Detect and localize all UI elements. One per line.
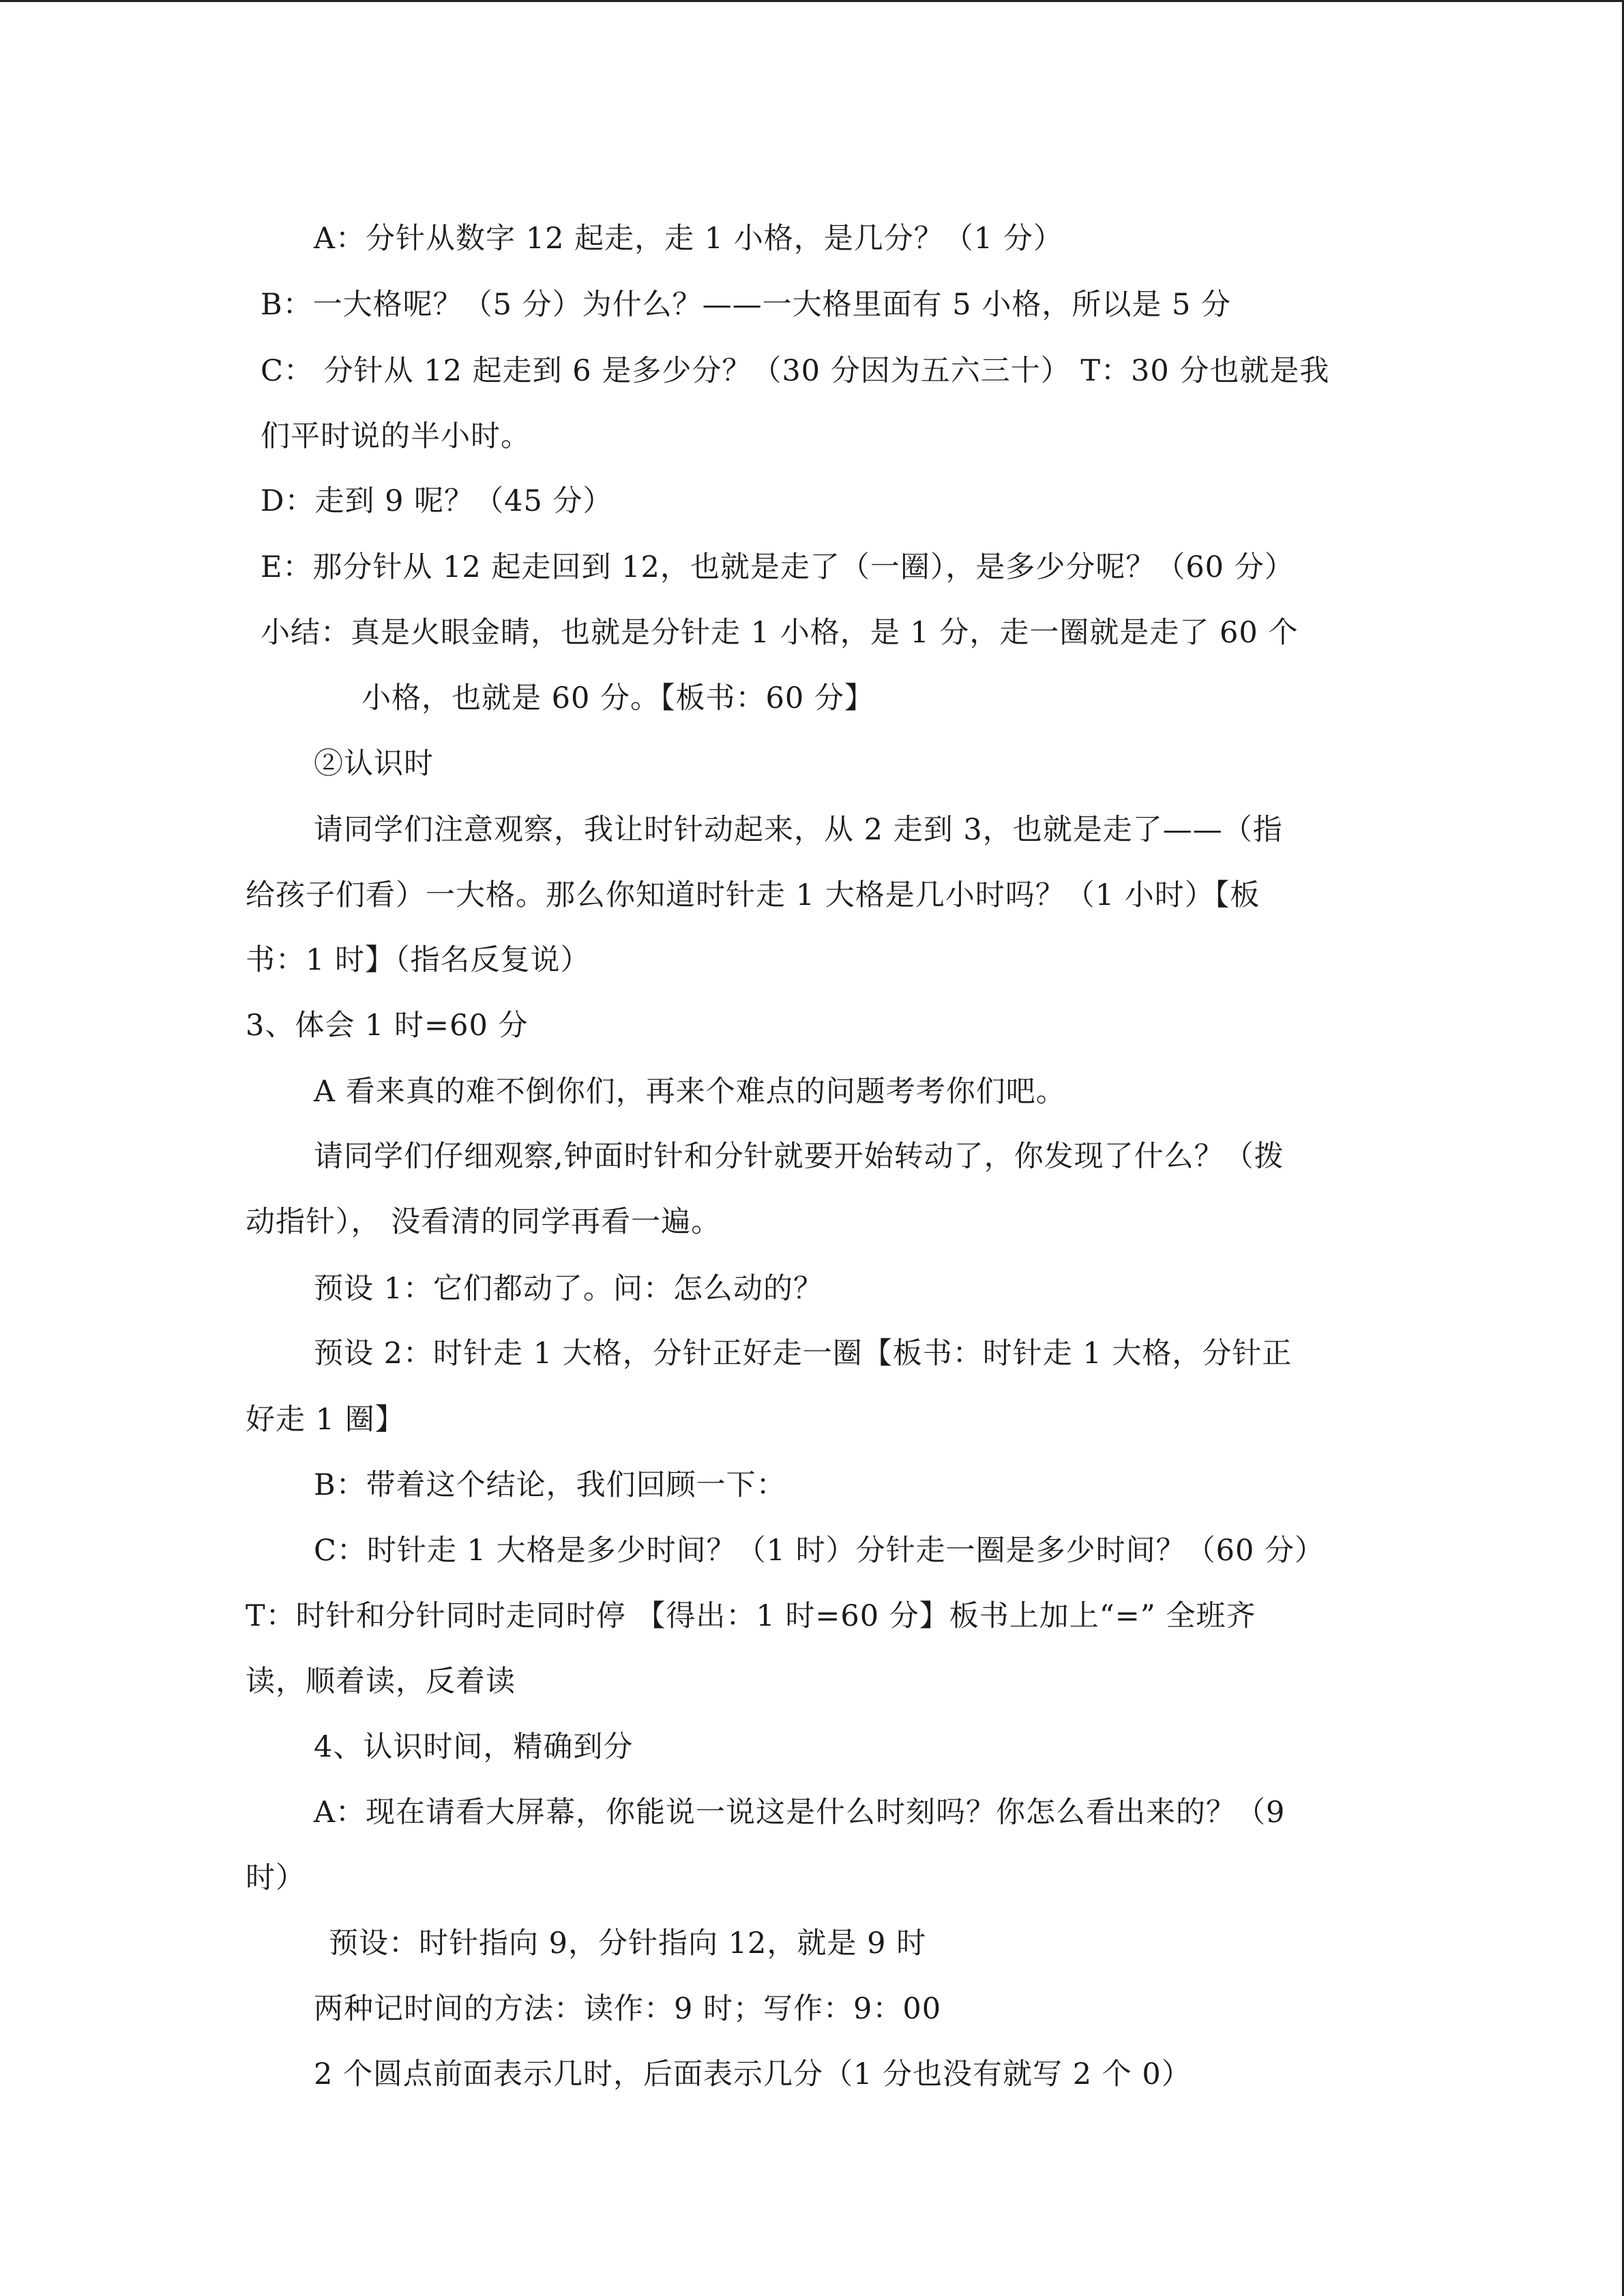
section-heading: 3、体会 1 时=60 分: [246, 1009, 529, 1043]
text-line: 时）: [246, 1861, 306, 1895]
text-line: C：时针走 1 大格是多少时间？（1 时）分针走一圈是多少时间？（60 分）: [314, 1534, 1325, 1568]
text-line: 预设 1：它们都动了。问：怎么动的？: [314, 1272, 824, 1306]
text-line: A 看来真的难不倒你们，再来个难点的问题考考你们吧。: [314, 1075, 1066, 1109]
text-line: B：带着这个结论，我们回顾一下：: [314, 1468, 786, 1502]
text-line: 好走 1 圈】: [246, 1403, 405, 1437]
text-line: 动指针）， 没看清的同学再看一遍。: [246, 1205, 722, 1239]
text-line: 给孩子们看）一大格。那么你知道时针走 1 大格是几小时吗？（1 小时）【板: [246, 878, 1260, 912]
text-line: B：一大格呢？（5 分）为什么？——一大格里面有 5 小格，所以是 5 分: [261, 288, 1232, 322]
text-line: 预设 2：时针走 1 大格，分针正好走一圈【板书：时针走 1 大格，分针正: [314, 1337, 1293, 1371]
text-line: A：分针从数字 12 起走，走 1 小格，是几分？（1 分）: [314, 222, 1063, 256]
text-line: 请同学们注意观察，我让时针动起来，从 2 走到 3，也就是走了——（指: [314, 813, 1283, 847]
text-line: 两种记时间的方法：读作：9 时；写作：9：00: [314, 1992, 942, 2026]
text-line: 小格，也就是 60 分。【板书：60 分】: [361, 681, 874, 715]
text-line: 请同学们仔细观察,钟面时针和分针就要开始转动了，你发现了什么？（拨: [314, 1139, 1284, 1174]
text-line: T：时针和分针同时走同时停 【得出：1 时=60 分】板书上加上“=” 全班齐: [246, 1599, 1256, 1633]
text-line: 小结：真是火眼金睛，也就是分针走 1 小格，是 1 分，走一圈就是走了 60 个: [261, 616, 1299, 650]
text-line: 书：1 时】（指名反复说）: [246, 943, 591, 977]
text-line: D：走到 9 呢？（45 分）: [261, 484, 613, 518]
text-line: 们平时说的半小时。: [261, 419, 531, 453]
page-top-border: [0, 0, 1624, 2]
text-line: C： 分针从 12 起走到 6 是多少分？（30 分因为五六三十） T：30 分也就是我: [261, 354, 1330, 388]
section-heading: 4、认识时间，精确到分: [314, 1730, 634, 1764]
text-line: E：那分针从 12 起走回到 12，也就是走了（一圈），是多少分呢？（60 分）: [261, 550, 1295, 584]
text-line: 2 个圆点前面表示几时，后面表示几分（1 分也没有就写 2 个 0）: [314, 2057, 1192, 2091]
section-heading: ②认识时: [314, 747, 434, 781]
text-line: 预设：时针指向 9，分针指向 12，就是 9 时: [329, 1926, 927, 1960]
text-line: A：现在请看大屏幕，你能说一说这是什么时刻吗？你怎么看出来的？（9: [314, 1795, 1286, 1830]
text-line: 读，顺着读，反着读: [246, 1665, 516, 1699]
